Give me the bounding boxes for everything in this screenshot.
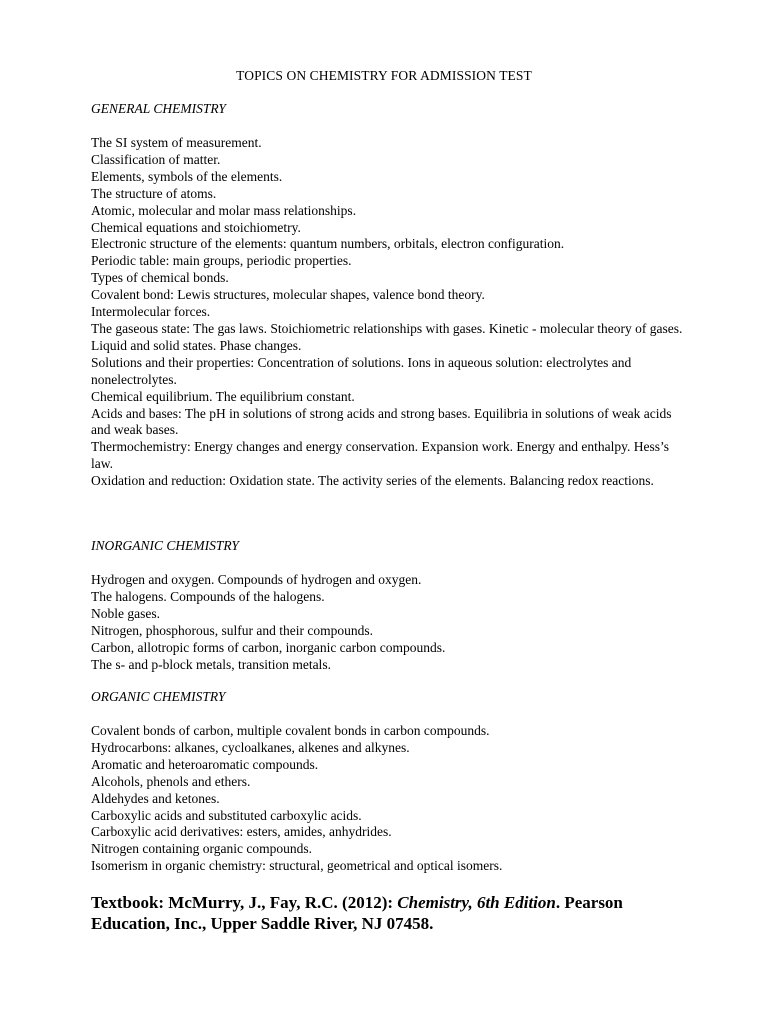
list-item: Nitrogen containing organic compounds. <box>91 841 312 857</box>
list-item: Alcohols, phenols and ethers. <box>91 773 251 789</box>
list-item: The gaseous state: The gas laws. Stoichiometric relationships with gases. Kinetic - molecular theory of gases. <box>91 320 683 336</box>
section-heading-inorganic: INORGANIC CHEMISTRY <box>91 538 239 553</box>
topic-list-inorganic <box>91 572 691 673</box>
list-item: Covalent bond: Lewis structures, molecular shapes, valence bond theory. <box>91 287 485 303</box>
list-item: Chemical equations and stoichiometry. <box>91 219 301 235</box>
list-item: Carboxylic acid derivatives: esters, amides, anhydrides. <box>91 824 392 840</box>
list-item: Carboxylic acids and substituted carboxylic acids. <box>91 807 362 823</box>
topic-list-general <box>91 135 691 490</box>
list-item: Types of chemical bonds. <box>91 270 229 286</box>
list-item: Classification of matter. <box>91 151 221 167</box>
textbook-suffix: . Pearson Education, Inc., Upper Saddle River, NJ 07458. <box>91 893 623 933</box>
textbook-book-title: Chemistry, 6th Edition <box>397 893 556 912</box>
list-item: Atomic, molecular and molar mass relationships. <box>91 202 357 218</box>
list-item: Intermolecular forces. <box>91 304 211 320</box>
list-item: Aldehydes and ketones. <box>91 790 220 806</box>
list-item: Chemical equilibrium. The equilibrium constant. <box>91 388 355 404</box>
textbook-prefix: Textbook: McMurry, J., Fay, R.C. (2012): <box>91 893 398 912</box>
list-item: Solutions and their properties: Concentration of solutions. Ions in aqueous solution: electrolytes and nonelectrolytes. <box>91 354 632 387</box>
list-item: Nitrogen, phosphorous, sulfur and their compounds. <box>91 622 373 638</box>
list-item: Isomerism in organic chemistry: structural, geometrical and optical isomers. <box>91 858 503 874</box>
list-item: Thermochemistry: Energy changes and energy conservation. Expansion work. Energy and enthalpy. Hess’s law. <box>91 439 669 472</box>
list-item: Carbon, allotropic forms of carbon, inorganic carbon compounds. <box>91 639 446 655</box>
list-item: Elements, symbols of the elements. <box>91 168 283 184</box>
topic-list-organic <box>91 723 691 875</box>
list-item: Noble gases. <box>91 605 160 621</box>
document-title: TOPICS ON CHEMISTRY FOR ADMISSION TEST <box>236 68 532 83</box>
list-item: The s- and p-block metals, transition metals. <box>91 656 331 672</box>
list-item: Liquid and solid states. Phase changes. <box>91 337 302 353</box>
textbook-reference <box>91 892 691 934</box>
list-item: Periodic table: main groups, periodic properties. <box>91 253 352 269</box>
list-item: Aromatic and heteroaromatic compounds. <box>91 756 319 772</box>
list-item: Hydrogen and oxygen. Compounds of hydrogen and oxygen. <box>91 572 422 587</box>
list-item: The SI system of measurement. <box>91 135 262 150</box>
list-item: The halogens. Compounds of the halogens. <box>91 588 325 604</box>
list-item: The structure of atoms. <box>91 185 217 201</box>
list-item: Oxidation and reduction: Oxidation state. The activity series of the elements. Balancing redox reactions. <box>91 473 654 489</box>
list-item: Hydrocarbons: alkanes, cycloalkanes, alkenes and alkynes. <box>91 739 410 755</box>
section-heading-organic: ORGANIC CHEMISTRY <box>91 689 226 704</box>
list-item: Electronic structure of the elements: quantum numbers, orbitals, electron configuration. <box>91 236 565 252</box>
list-item: Acids and bases: The pH in solutions of strong acids and strong bases. Equilibria in solutions of weak acids and weak bases. <box>91 405 672 438</box>
list-item: Covalent bonds of carbon, multiple covalent bonds in carbon compounds. <box>91 723 490 738</box>
section-heading-general: GENERAL CHEMISTRY <box>91 101 226 116</box>
